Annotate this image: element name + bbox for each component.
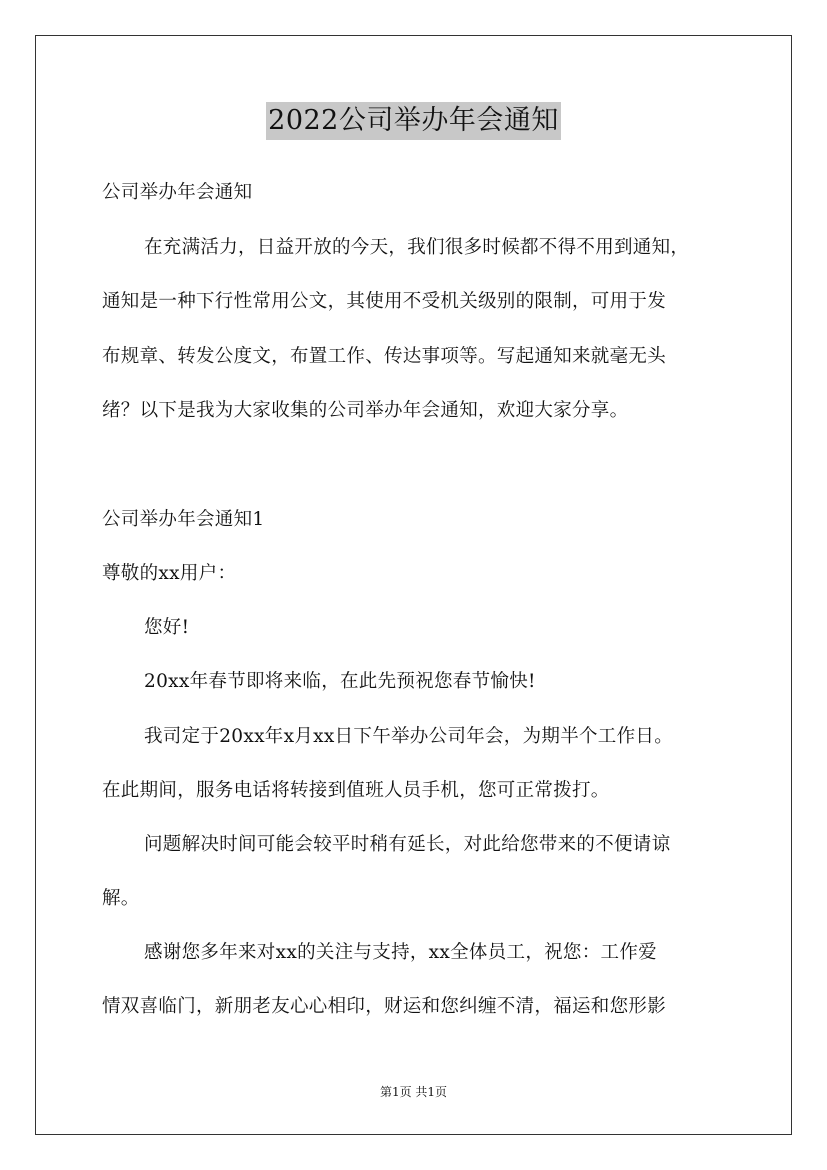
body-line-6: 解。: [102, 888, 140, 909]
section-heading: 公司举办年会通知1: [102, 509, 265, 530]
document-title: 2022公司举办年会通知: [266, 102, 561, 140]
body-line-2: 20xx年春节即将来临，在此先预祝您春节愉快!: [144, 671, 536, 692]
document-subtitle: 公司举办年会通知: [102, 182, 253, 203]
body-line-4: 在此期间，服务电话将转接到值班人员手机，您可正常拨打。: [102, 780, 610, 801]
body-line-1: 您好!: [144, 617, 190, 638]
intro-line-1: 在充满活力，日益开放的今天，我们很多时候都不得不用到通知，: [144, 237, 690, 258]
intro-line-2: 通知是一种下行性常用公文，其使用不受机关级别的限制，可用于发: [102, 291, 667, 312]
body-line-8: 情双喜临门，新朋老友心心相印，财运和您纠缠不清，福运和您形影: [102, 996, 667, 1017]
body-line-5: 问题解决时间可能会较平时稍有延长，对此给您带来的不便请谅: [144, 834, 671, 855]
page-footer: 第1页 共1页: [379, 1085, 448, 1099]
intro-line-3: 布规章、转发公度文，布置工作、传达事项等。写起通知来就毫无头: [102, 346, 667, 367]
salutation: 尊敬的xx用户：: [102, 563, 237, 584]
title-container: [0, 102, 827, 140]
body-line-3: 我司定于20xx年x月xx日下午举办公司年会，为期半个工作日。: [144, 726, 674, 747]
body-line-7: 感谢您多年来对xx的关注与支持，xx全体员工，祝您：工作爱: [144, 942, 657, 963]
intro-line-4: 绪？以下是我为大家收集的公司举办年会通知，欢迎大家分享。: [102, 400, 629, 421]
